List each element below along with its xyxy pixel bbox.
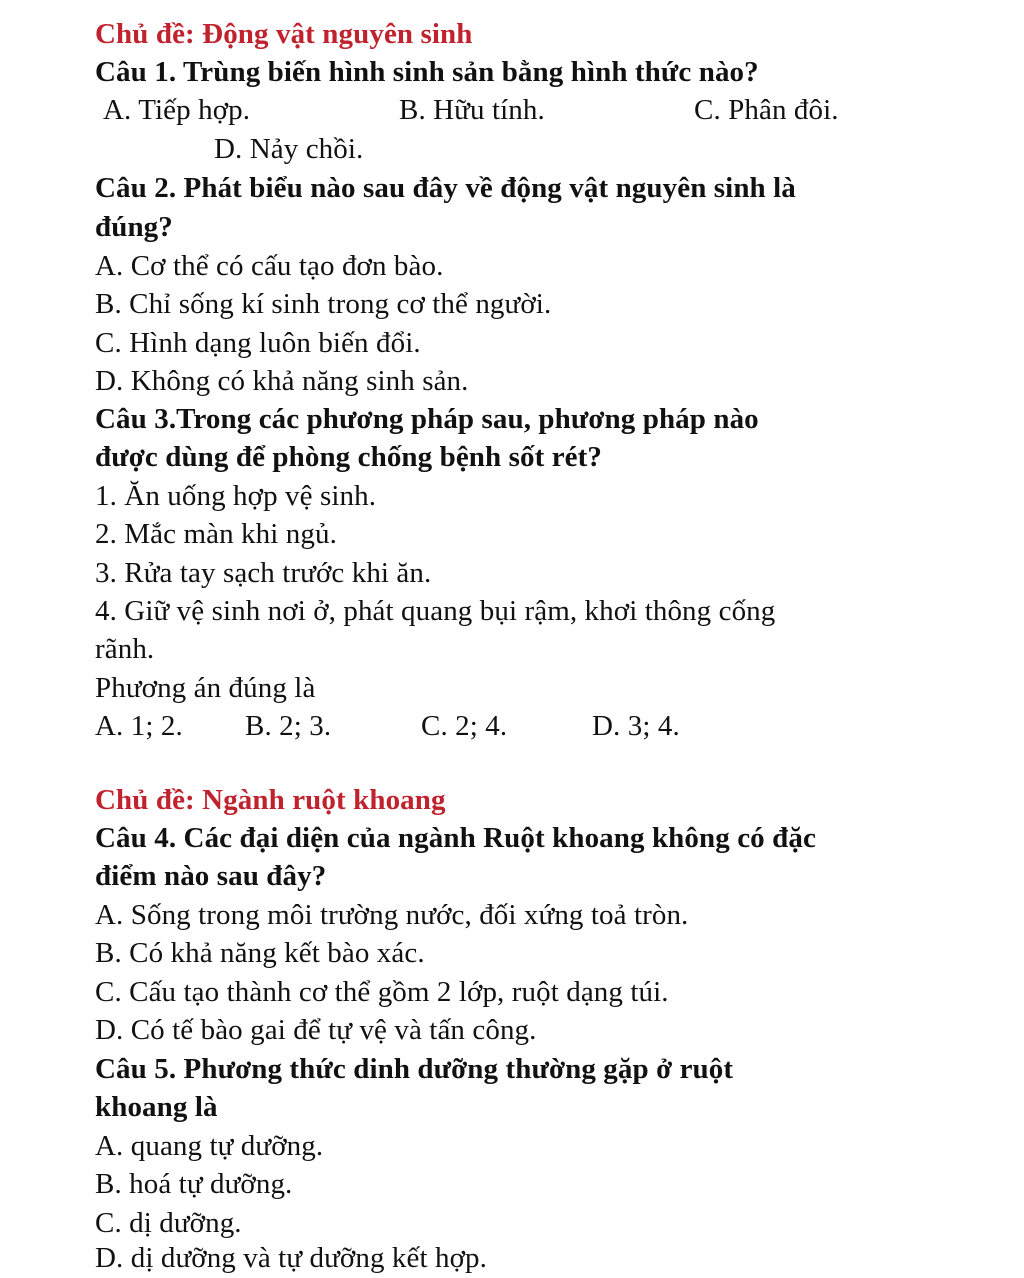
q2-option-b: B. Chỉ sống kí sinh trong cơ thể người.: [95, 288, 552, 320]
question-4-line-2: điểm nào sau đây?: [95, 860, 327, 892]
q3-item-2: 2. Mắc màn khi ngủ.: [95, 518, 337, 550]
q5-option-a: A. quang tự dưỡng.: [95, 1130, 324, 1162]
q3-option-d: D. 3; 4.: [592, 710, 680, 742]
q4-option-a: A. Sống trong môi trường nước, đối xứng toả tròn.: [95, 899, 689, 931]
q3-item-3: 3. Rửa tay sạch trước khi ăn.: [95, 557, 432, 589]
question-3-line-1: Câu 3.Trong các phương pháp sau, phương pháp nào: [95, 403, 759, 435]
q3-option-b: B. 2; 3.: [245, 710, 332, 742]
q1-option-a: A. Tiếp hợp.: [103, 94, 251, 126]
question-5-line-2: khoang là: [95, 1091, 218, 1123]
q5-option-d: D. dị dưỡng và tự dưỡng kết hợp.: [95, 1242, 487, 1274]
q1-option-d: D. Nảy chồi.: [214, 133, 364, 165]
question-2-line-2: đúng?: [95, 211, 173, 243]
q3-option-a: A. 1; 2.: [95, 710, 183, 742]
q5-option-c: C. dị dưỡng.: [95, 1207, 242, 1239]
q1-option-c: C. Phân đôi.: [694, 94, 839, 126]
q3-item-4-continued: rãnh.: [95, 633, 155, 665]
question-5-line-1: Câu 5. Phương thức dinh dưỡng thường gặp ở ruột: [95, 1053, 734, 1085]
q4-option-b: B. Có khả năng kết bào xác.: [95, 937, 425, 969]
q2-option-d: D. Không có khả năng sinh sản.: [95, 365, 469, 397]
q4-option-c: C. Cấu tạo thành cơ thể gồm 2 lớp, ruột dạng túi.: [95, 976, 669, 1008]
question-1: Câu 1. Trùng biến hình sinh sản bằng hình thức nào?: [95, 56, 759, 88]
question-3-line-2: được dùng để phòng chống bệnh sốt rét?: [95, 441, 603, 473]
q2-option-a: A. Cơ thể có cấu tạo đơn bào.: [95, 250, 444, 282]
question-4-line-1: Câu 4. Các đại diện của ngành Ruột khoang không có đặc: [95, 822, 816, 854]
q5-option-b: B. hoá tự dưỡng.: [95, 1168, 293, 1200]
q4-option-d: D. Có tế bào gai để tự vệ và tấn công.: [95, 1014, 537, 1046]
q3-answer-prompt: Phương án đúng là: [95, 672, 316, 704]
q3-option-c: C. 2; 4.: [421, 710, 508, 742]
q3-item-1: 1. Ăn uống hợp vệ sinh.: [95, 480, 377, 512]
q1-option-b: B. Hữu tính.: [399, 94, 545, 126]
topic-heading-protozoa: Chủ đề: Động vật nguyên sinh: [95, 18, 473, 50]
q2-option-c: C. Hình dạng luôn biến đổi.: [95, 327, 421, 359]
question-2-line-1: Câu 2. Phát biểu nào sau đây về động vật nguyên sinh là: [95, 172, 796, 204]
topic-heading-cnidaria: Chủ đề: Ngành ruột khoang: [95, 784, 446, 816]
q3-item-4: 4. Giữ vệ sinh nơi ở, phát quang bụi rậm, khơi thông cống: [95, 595, 776, 627]
